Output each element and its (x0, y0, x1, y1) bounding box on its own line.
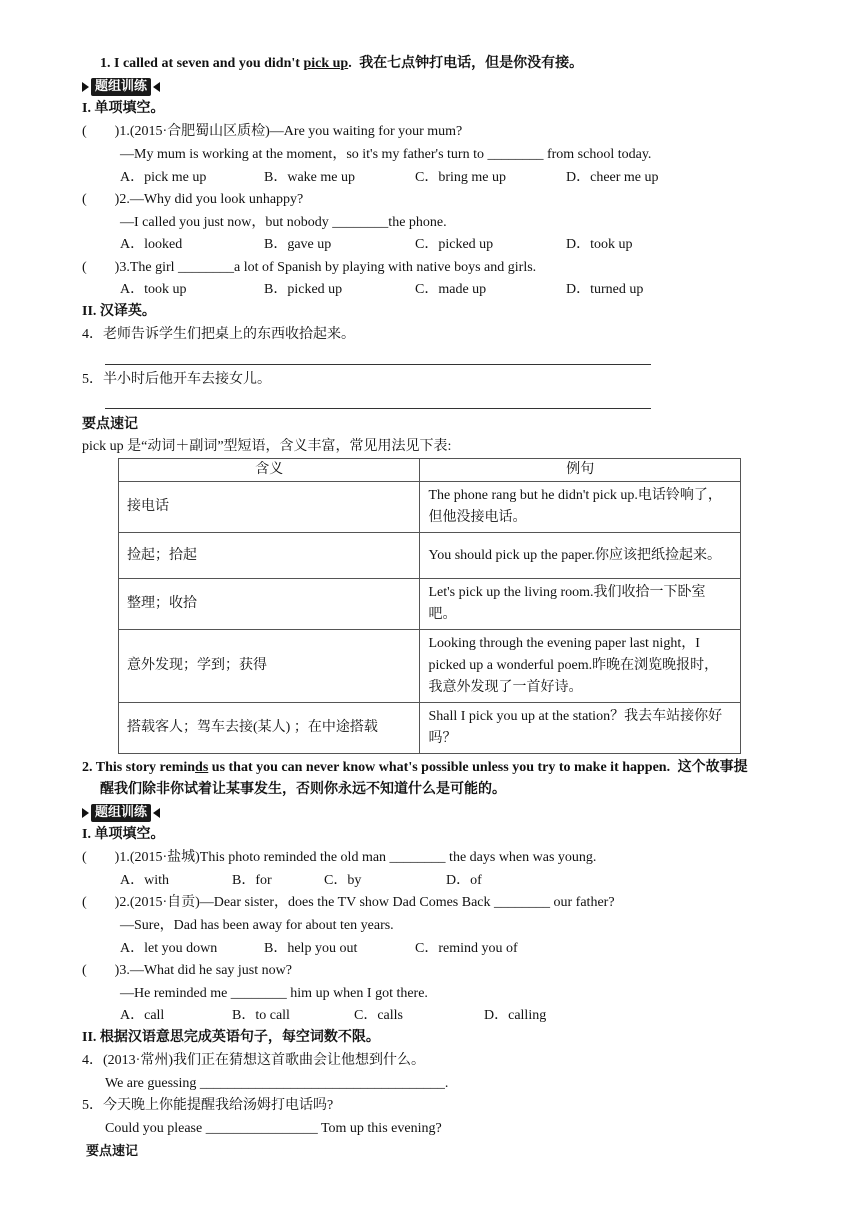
banner-label: 题组训练 (91, 804, 151, 822)
table-row (119, 630, 741, 703)
heading-translation: 我在七点钟打电话，但是你没有接。 (359, 56, 584, 71)
table-row (119, 703, 741, 754)
heading-translation: 这个故事提 (677, 760, 748, 775)
heading-key-part: ds (195, 760, 209, 775)
option-b: B．to call (232, 1008, 290, 1023)
play-icon (82, 82, 89, 92)
s2-q4-sentence: We are guessing ___________________________________. (105, 1076, 449, 1091)
notes-intro: pick up 是“动词＋副词”型短语，含义丰富，常见用法见下表: (82, 439, 452, 454)
option-c: C．made up (415, 282, 487, 297)
s2-q3-stem: ( )3.—What did he say just now? (82, 963, 292, 978)
option-b: B．help you out (264, 941, 358, 956)
heading-text: 2. This story remin (82, 760, 196, 775)
cell-example: You should pick up the paper.你应该把纸捡起来。 (420, 533, 741, 579)
practice-banner-2 (82, 804, 160, 822)
part2-title: II. 根据汉语意思完成英语句子，每空词数不限。 (82, 1030, 380, 1045)
practice-banner-1 (82, 78, 160, 96)
cell-example: Shall I pick you up at the station？我去车站接你好吗？ (420, 703, 741, 754)
s2-q3-stem-2: —He reminded me ________ him up when I got there. (120, 986, 428, 1001)
option-d: D．calling (484, 1008, 547, 1023)
heading-key-phrase: pick up (303, 56, 349, 71)
part2-title: II. 汉译英。 (82, 304, 156, 319)
s1-q1-stem-2: —My mum is working at the moment，so it's my father's turn to ________ from school today. (120, 147, 652, 162)
answer-line (105, 364, 651, 365)
s1-q2-stem: ( )2.—Why did you look unhappy? (82, 192, 304, 207)
option-b: B．picked up (264, 282, 343, 297)
option-d: D．took up (566, 237, 633, 252)
back-icon (153, 808, 160, 818)
header-example: 例句 (420, 459, 741, 482)
s2-q5: 5．今天晚上你能提醒我给汤姆打电话吗? (82, 1098, 334, 1113)
option-a: A．looked (120, 237, 183, 252)
cell-example: Let's pick up the living room.我们收拾一下卧室吧。 (420, 579, 741, 630)
table-row (119, 533, 741, 579)
part1-title: I. 单项填空。 (82, 101, 165, 116)
cell-meaning: 意外发现；学到；获得 (119, 630, 420, 703)
cell-example: The phone rang but he didn't pick up.电话铃响了，但他没接电话。 (420, 482, 741, 533)
section1-heading (100, 55, 583, 73)
option-c: C．by (324, 873, 362, 888)
option-c: C．bring me up (415, 170, 506, 185)
header-meaning: 含义 (119, 459, 420, 482)
s1-q3-stem: ( )3.The girl ________a lot of Spanish by playing with native boys and girls. (82, 260, 537, 275)
option-d: D．of (446, 873, 482, 888)
option-c: C．calls (354, 1008, 403, 1023)
option-b: B．for (232, 873, 272, 888)
table-row (119, 482, 741, 533)
s2-q5-sentence: Could you please ________________ Tom up this evening? (105, 1121, 442, 1136)
cell-meaning: 接电话 (119, 482, 420, 533)
cell-meaning: 整理；收拾 (119, 579, 420, 630)
notes-title-2: 要点速记 (86, 1143, 139, 1158)
option-b: B．wake me up (264, 170, 355, 185)
option-d: D．turned up (566, 282, 644, 297)
s1-q1-stem: ( )1.(2015·合肥蜀山区质检)—Are you waiting for your mum? (82, 124, 463, 139)
heading-text: 1. I called at seven and you didn't (100, 56, 304, 71)
heading-punct: . (348, 56, 352, 71)
option-b: B．gave up (264, 237, 332, 252)
answer-line (105, 408, 651, 409)
s2-q1-stem: ( )1.(2015·盐城)This photo reminded the old man ________ the days when was young. (82, 850, 597, 865)
cell-meaning: 搭载客人；驾车去接(某人) ；在中途搭载 (119, 703, 420, 754)
table-header-row (119, 459, 741, 482)
option-a: A．with (120, 873, 169, 888)
s1-q5: 5．半小时后他开车去接女儿。 (82, 372, 271, 387)
table-row (119, 579, 741, 630)
heading-translation-2: 醒我们除非你试着让某事发生，否则你永远不知道什么是可能的。 (100, 782, 506, 797)
section2-heading (82, 759, 748, 777)
s2-q4: 4．(2013·常州)我们正在猜想这首歌曲会让他想到什么。 (82, 1053, 425, 1068)
cell-example: Looking through the evening paper last night，I picked up a wonderful poem.昨晚在浏览晚报时，我意外发现了一首好诗。 (420, 630, 741, 703)
s1-q2-stem-2: —I called you just now，but nobody ________the phone. (120, 215, 447, 230)
notes-title: 要点速记 (82, 417, 138, 432)
s2-q2-stem-2: —Sure，Dad has been away for about ten years. (120, 918, 394, 933)
option-c: C．picked up (415, 237, 494, 252)
option-a: A．let you down (120, 941, 218, 956)
cell-meaning: 捡起；拾起 (119, 533, 420, 579)
banner-label: 题组训练 (91, 78, 151, 96)
s1-q4: 4．老师告诉学生们把桌上的东西收拾起来。 (82, 327, 355, 342)
play-icon (82, 808, 89, 818)
option-c: C．remind you of (415, 941, 518, 956)
usage-table (118, 458, 741, 754)
option-a: A．call (120, 1008, 165, 1023)
back-icon (153, 82, 160, 92)
option-a: A．took up (120, 282, 187, 297)
option-d: D．cheer me up (566, 170, 659, 185)
heading-text-2: us that you can never know what's possible unless you try to make it happen. (208, 760, 671, 775)
part1-title: I. 单项填空。 (82, 827, 165, 842)
option-a: A．pick me up (120, 170, 207, 185)
s2-q2-stem: ( )2.(2015·自贡)—Dear sister，does the TV show Dad Comes Back ________ our father? (82, 895, 615, 910)
